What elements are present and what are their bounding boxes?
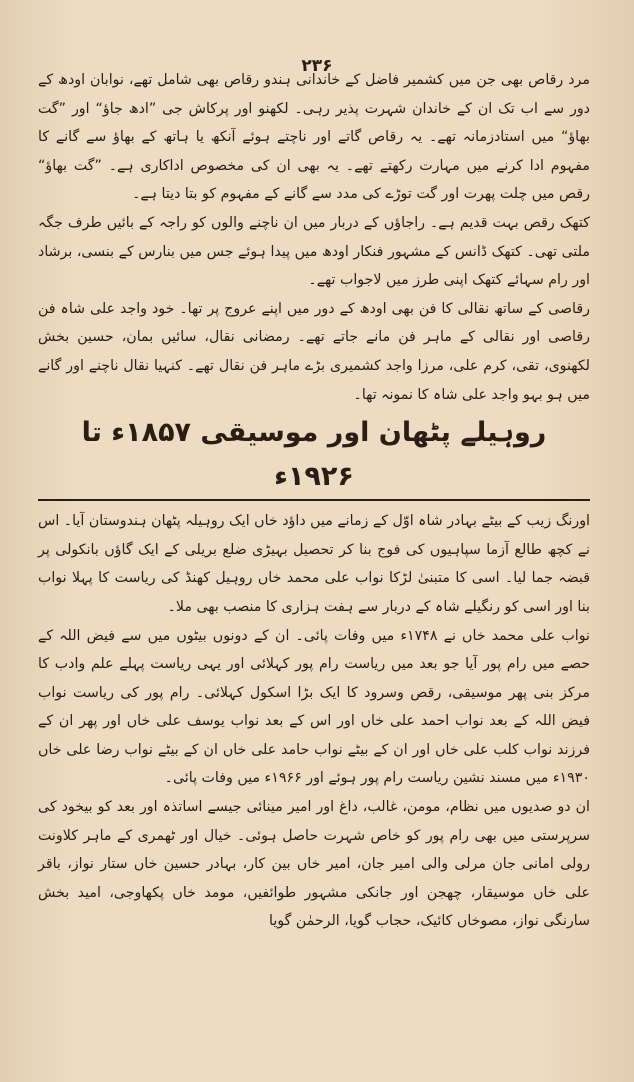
heading-underline	[38, 499, 590, 501]
paragraph-4: اورنگ زیب کے بیٹے بہادر شاہ اوّل کے زمانے میں داؤد خاں ایک روہیلہ پٹھان ہندوستان آیا۔ اس نے کچھ طالع آزما سپاہیوں کی فوج بنا کر تحصیل بہیڑی ضلع بریلی کے ایک گاؤں بانکولی پر قبضہ جما لیا۔ اسی کا متبنیٰ لڑکا نواب علی محمد خاں روہیل کھنڈ کی ریاست کا پہلا نواب بنا اور اسی کو رنگیلے شاہ کے دربار سے ہفت ہزاری کا منصب بھی ملا۔	[38, 513, 590, 615]
paragraph-3: رقاصی کے ساتھ نقالی کا فن بھی اودھ کے دور میں اپنے عروج پر تھا۔ خود واجد علی شاہ فن رقاصی اور نقالی کے ماہر فن مانے جاتے تھے۔ رمضانی نقال، سائیں بمان، حسین بخش لکھنوی، تقی، کرم علی، مرزا واجد کشمیری بڑے ماہر فن نقال تھے۔ کنہیا نقال ناچنے اور گانے میں ہو بہو واجد علی شاہ کا نمونہ تھا۔	[38, 300, 590, 403]
paragraph-1: مرد رقاص بھی جن میں کشمیر فاضل کے خاندانی ہندو رقاص بھی شامل تھے، نوابان اودھ کے دور سے اب تک ان کے خاندان شہرت پذیر رہی۔ لکھنو اور پرکاش جی ”ادھ جاؤ“ اور ”گت بھاؤ“ میں استادزمانہ تھے۔ یہ رقاص گاتے اور ناچتے ہوئے آنکھ یا ہاتھ کے بھاؤ سے گانے کا مفہوم ادا کرنے میں مہارت رکھتے تھے۔ یہ بھی ان کی مخصوص اداکاری ہے۔ ”گت بھاؤ“ رقص میں چلت پھرت اور گت توڑے کی مدد سے گانے کے مفہوم کو بتا دیتا ہے۔	[38, 72, 590, 203]
paragraph-2: کتھک رقص بہت قدیم ہے۔ راجاؤں کے دربار میں ان ناچنے والوں کو راجہ کے بائیں طرف جگہ ملتی تھی۔ کتھک ڈانس کے مشہور فنکار اودھ میں پیدا ہوئے جس میں بنارس کے بنسی، برشاد اور رام سہائے کتھک اپنی طرز میں لاجواب تھے۔	[38, 214, 590, 289]
paragraph-5: نواب علی محمد خاں نے ۱۷۴۸ء میں وفات پائی۔ ان کے دونوں بیٹوں میں سے فیض اللہ کے حصے میں رام پور آیا جو بعد میں ریاست رام پور کہلائی اور یہی ریاست پہلے علم وادب کا مرکز بنی پھر موسیقی، رقص وسرود کا ایک بڑا اسکول کہلائی۔ رام پور کی ریاست نواب فیض اللہ کے بعد نواب احمد علی خاں اور اس کے بعد نواب یوسف علی خاں اور پھر ان کے فرزند نواب کلب علی خاں اور ان کے بیٹے نواب حامد علی خاں ان کے بیٹے نواب رضا علی خاں ۱۹۳۰ء میں مسند نشین ریاست رام پور ہوئے اور ۱۹۶۶ء میں وفات پائی۔	[38, 627, 590, 787]
page-number: ۲۳۶	[301, 56, 333, 76]
paragraph-6: ان دو صدیوں میں نظام، مومن، غالب، داغ اور امیر مینائی جیسے اساتذہ اور بعد کو بیخود کی سرپرستی میں بھی رام پور کو خاص شہرت حاصل ہوئی۔ خیال اور ٹھمری کے ماہر کلاونت رولی امانی جان مرلی والی امیر جان، امیر خاں بین کار، بہادر حسین خاں ستار نواز، باقر علی خاں موسیقار، چھجن اور جانکی مشہور طوائفیں، مومد خاں پکھاوجی، امید بخش سارنگی نواز، مصوخاں کائیک، حجاب گویا، الرحمٰن گویا	[38, 799, 590, 930]
section-heading: روہیلے پٹھان اور موسیقی ۱۸۵۷ء تا ۱۹۲۶ء	[81, 417, 547, 493]
